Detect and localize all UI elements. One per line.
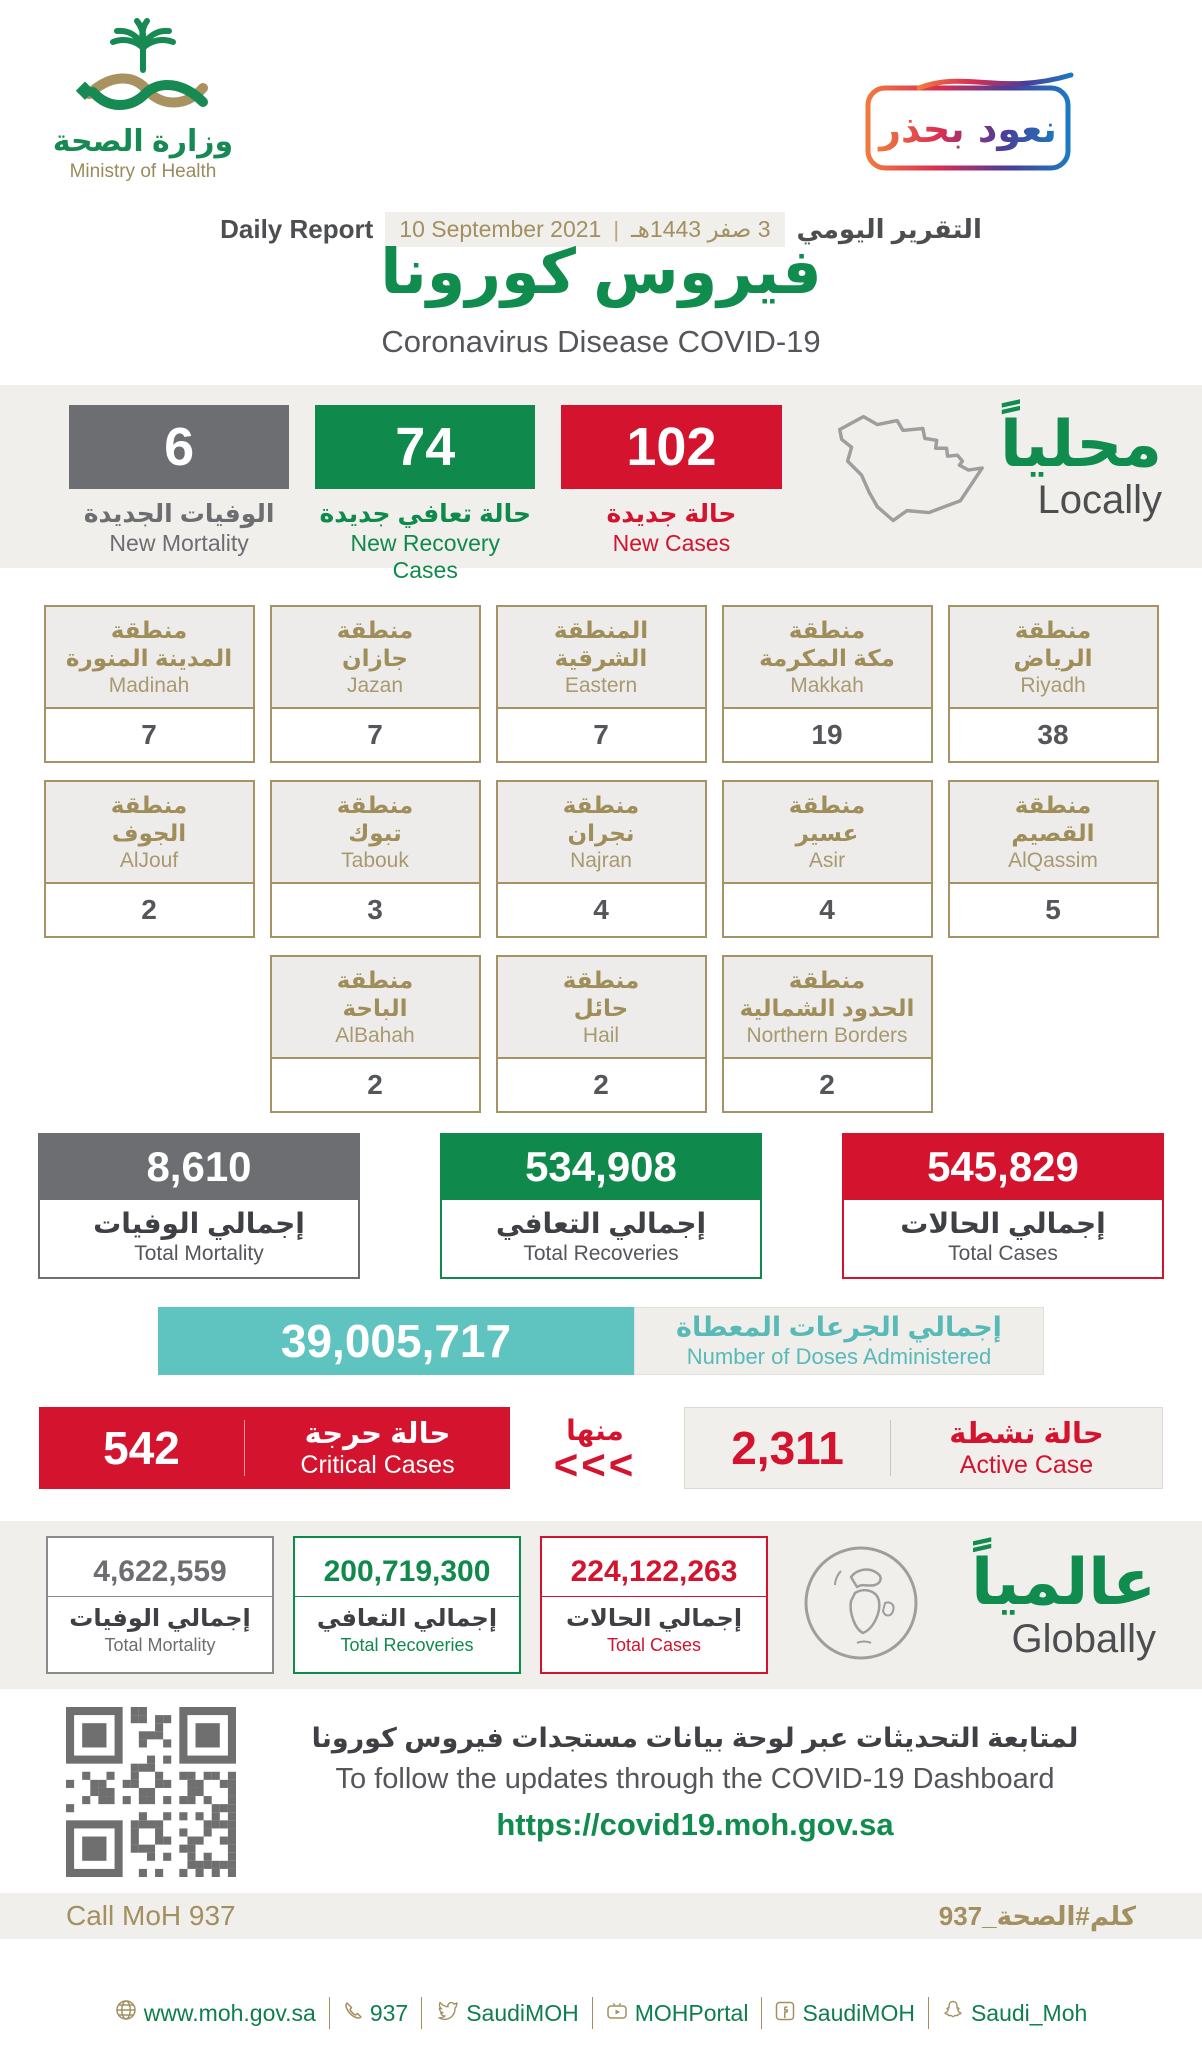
region-card [496,605,707,763]
locally-heading-en: Locally [1037,478,1162,523]
total-cases-label-en: Total Cases [948,1242,1058,1265]
region-name-ar: منطقة المدينة المنورة [65,616,233,671]
doses-value: 39,005,717 [158,1307,634,1375]
global-cases-value: 224,122,263 [542,1555,766,1597]
global-recoveries-value: 200,719,300 [295,1555,519,1597]
total-mortality-card [38,1133,360,1279]
new-recoveries-label-ar: حالة تعافي جديدة [319,500,531,528]
call-moh-band [0,1893,1202,1939]
ministry-name-english: Ministry of Health [69,160,217,182]
region-card-header [950,782,1157,884]
region-card [496,955,707,1113]
snapchat-icon [942,1999,964,2027]
regions-grid [0,568,1202,1113]
region-card [722,955,933,1113]
region-name-en: AlBahah [335,1024,415,1048]
of-which-label-ar: منها [566,1414,624,1446]
region-case-count: 4 [819,894,835,925]
region-card [44,780,255,938]
phone-link[interactable]: 937 [343,2000,408,2027]
new-cases-label-en: New Cases [612,530,731,556]
region-row-2 [0,780,1202,938]
doses-administered-bar [158,1307,1044,1375]
global-cases-label-en: Total Cases [606,1634,702,1655]
region-case-count: 19 [811,719,843,750]
total-mortality-label-ar: إجمالي الوفيات [93,1208,305,1239]
region-card [948,605,1159,763]
new-mortality-label-ar: الوفيات الجديدة [83,500,275,528]
divider [928,1997,929,2029]
globally-heading [946,1546,1156,1661]
critical-cases-label-en: Critical Cases [300,1451,455,1479]
region-case-count: 7 [367,719,383,750]
region-case-count: 2 [593,1069,609,1100]
qr-code [66,1707,248,1879]
region-card-header [46,782,253,884]
phone-icon [343,2000,363,2027]
new-mortality-value: 6 [69,405,289,489]
divider [421,1997,422,2029]
divider [329,1997,330,2029]
global-cases-label-ar: إجمالي الحالات [565,1604,743,1632]
region-name-en: Najran [570,849,632,873]
active-cases-box [684,1407,1163,1489]
region-name-ar: منطقة حائل [562,966,640,1021]
region-name-ar: منطقة القصيم [1011,791,1095,846]
dashboard-section [66,1707,1142,1879]
region-card-header [46,607,253,709]
region-name-ar: المنطقة الشرقية [553,616,649,671]
facebook-link[interactable]: SaudiMOH [775,2000,914,2027]
daily-report-label-ar: التقرير اليومي [796,214,982,244]
contact-footer [0,1997,1202,2029]
critical-active-row [39,1407,1163,1489]
region-name-en: AlJouf [119,849,179,873]
doses-label [634,1307,1044,1375]
dashboard-note-en: To follow the updates through the COVID-19 Dashboard [335,1763,1055,1795]
locally-heading-ar: محلياً [999,408,1162,480]
global-recoveries-card [293,1536,521,1674]
region-case-count: 5 [1045,894,1061,925]
region-card [270,605,481,763]
local-totals-row [0,1133,1202,1279]
global-mortality-label-ar: إجمالي الوفيات [69,1604,251,1632]
date-hijri: 3 صفر 1443هـ [631,216,771,242]
region-card [44,605,255,763]
global-mortality-value: 4,622,559 [48,1555,272,1597]
new-cases-value: 102 [561,405,781,489]
globe-icon [797,1539,927,1672]
region-name-en: Madinah [108,674,190,698]
global-recoveries-label-en: Total Recoveries [340,1634,474,1655]
report-header [0,0,1202,385]
region-name-ar: منطقة عسير [788,791,866,846]
region-name-en: Riyadh [1020,674,1086,698]
region-name-en: Northern Borders [746,1024,908,1048]
region-card [948,780,1159,938]
ministry-logo [48,18,238,183]
globe-icon [115,1999,137,2027]
total-mortality-value: 8,610 [38,1133,360,1200]
date-separator: | [613,216,620,242]
region-case-count: 2 [367,1069,383,1100]
chevrons-left-icon: <<< [553,1440,637,1488]
new-mortality-stat [69,405,289,557]
doses-label-en: Number of Doses Administered [686,1344,992,1369]
ministry-name-arabic: وزارة الصحة [52,125,234,158]
new-recoveries-label-en: New Recovery Cases [350,530,501,583]
global-mortality-label-en: Total Mortality [104,1634,216,1655]
critical-cases-label-ar: حالة حرجة [304,1418,451,1450]
of-which-indicator [540,1414,650,1488]
total-recoveries-label-ar: إجمالي التعافي [495,1208,707,1239]
date-gregorian: 10 September 2021 [399,216,602,242]
global-cases-card [540,1536,768,1674]
region-case-count: 7 [141,719,157,750]
page-title-arabic: فيروس كورونا [380,238,822,307]
region-card-header [272,957,479,1059]
region-card-header [724,957,931,1059]
doses-label-ar: إجمالي الجرعات المعطاة [676,1312,1002,1342]
region-card-header [498,607,705,709]
region-name-ar: منطقة جازان [336,616,414,671]
active-cases-value: 2,311 [731,1422,844,1474]
call-moh-en: Call MoH 937 [66,1900,236,1931]
locally-heading [1000,405,1178,522]
total-cases-value: 545,829 [842,1133,1164,1200]
region-name-ar: منطقة الباحة [336,966,414,1021]
ministry-logo-icon [48,18,238,126]
new-recoveries-value: 74 [315,405,535,489]
globally-heading-ar: عالمياً [971,1546,1156,1619]
region-name-en: Hail [582,1024,620,1048]
badge-text: نعود بحذر [879,107,1057,151]
region-name-ar: منطقة الرياض [1013,616,1093,671]
region-name-ar: منطقة مكة المكرمة [759,616,895,671]
daily-report-label-en: Daily Report [220,214,374,244]
youtube-icon [606,2000,628,2027]
active-cases-label-en: Active Case [959,1451,1094,1479]
total-mortality-label-en: Total Mortality [134,1242,264,1265]
region-case-count: 2 [141,894,157,925]
region-case-count: 2 [819,1069,835,1100]
total-recoveries-label-en: Total Recoveries [523,1242,679,1265]
region-name-ar: منطقة نجران [562,791,640,846]
region-row-3 [0,955,1202,1113]
total-cases-label-ar: إجمالي الحالات [900,1208,1106,1239]
facebook-icon [775,2000,795,2027]
region-name-ar: منطقة تبوك [336,791,414,846]
region-card-header [272,782,479,884]
youtube-link[interactable]: MOHPortal [606,2000,749,2027]
total-recoveries-value: 534,908 [440,1133,762,1200]
region-name-en: Jazan [346,674,404,698]
region-card [722,605,933,763]
critical-cases-value: 542 [103,1422,180,1474]
active-cases-label-ar: حالة نشطة [949,1418,1104,1450]
region-case-count: 38 [1037,719,1069,750]
region-card-header [724,607,931,709]
new-recoveries-stat [315,405,535,584]
region-card [270,780,481,938]
region-card-header [272,607,479,709]
region-name-en: Eastern [564,674,638,698]
divider [761,1997,762,2029]
global-mortality-card [46,1536,274,1674]
region-row-1 [0,605,1202,763]
region-card [496,780,707,938]
saudi-arabia-map-icon [812,407,1000,544]
total-recoveries-card [440,1133,762,1279]
region-card-header [498,957,705,1059]
region-name-en: Asir [808,849,846,873]
new-mortality-label-en: New Mortality [109,530,249,556]
region-name-en: Makkah [790,674,864,698]
twitter-icon [435,1999,459,2027]
locally-section [0,385,1202,583]
globally-section [0,1521,1202,1689]
region-case-count: 4 [593,894,609,925]
region-name-ar: منطقة الحدود الشمالية [739,966,915,1021]
globally-heading-en: Globally [1011,1616,1156,1661]
global-recoveries-label-ar: إجمالي التعافي [316,1604,498,1632]
twitter-link[interactable]: SaudiMOH [435,1999,578,2027]
region-card-header [950,607,1157,709]
dashboard-url-link[interactable]: https://covid19.moh.gov.sa [496,1807,894,1842]
call-moh-ar: كلم#الصحة_937 [938,1900,1136,1931]
return-with-caution-badge [861,70,1076,179]
region-case-count: 3 [367,894,383,925]
region-card [722,780,933,938]
region-card-header [498,782,705,884]
divider [592,1997,593,2029]
new-cases-label-ar: حالة جديدة [606,500,737,528]
critical-cases-box [39,1407,510,1489]
region-name-ar: منطقة الجوف [110,791,188,846]
new-cases-stat [561,405,781,557]
total-cases-card [842,1133,1164,1279]
website-link[interactable]: www.moh.gov.sa [115,1999,316,2027]
region-card [270,955,481,1113]
snapchat-link[interactable]: Saudi_Moh [942,1999,1087,2027]
region-card-header [724,782,931,884]
page-title-english: Coronavirus Disease COVID-19 [381,324,821,359]
region-name-en: Tabouk [341,849,409,873]
region-case-count: 7 [593,719,609,750]
region-name-en: AlQassim [1008,849,1098,873]
dashboard-note-ar: لمتابعة التحديثات عبر لوحة بيانات مستجدات فيروس كورونا [311,1723,1079,1753]
